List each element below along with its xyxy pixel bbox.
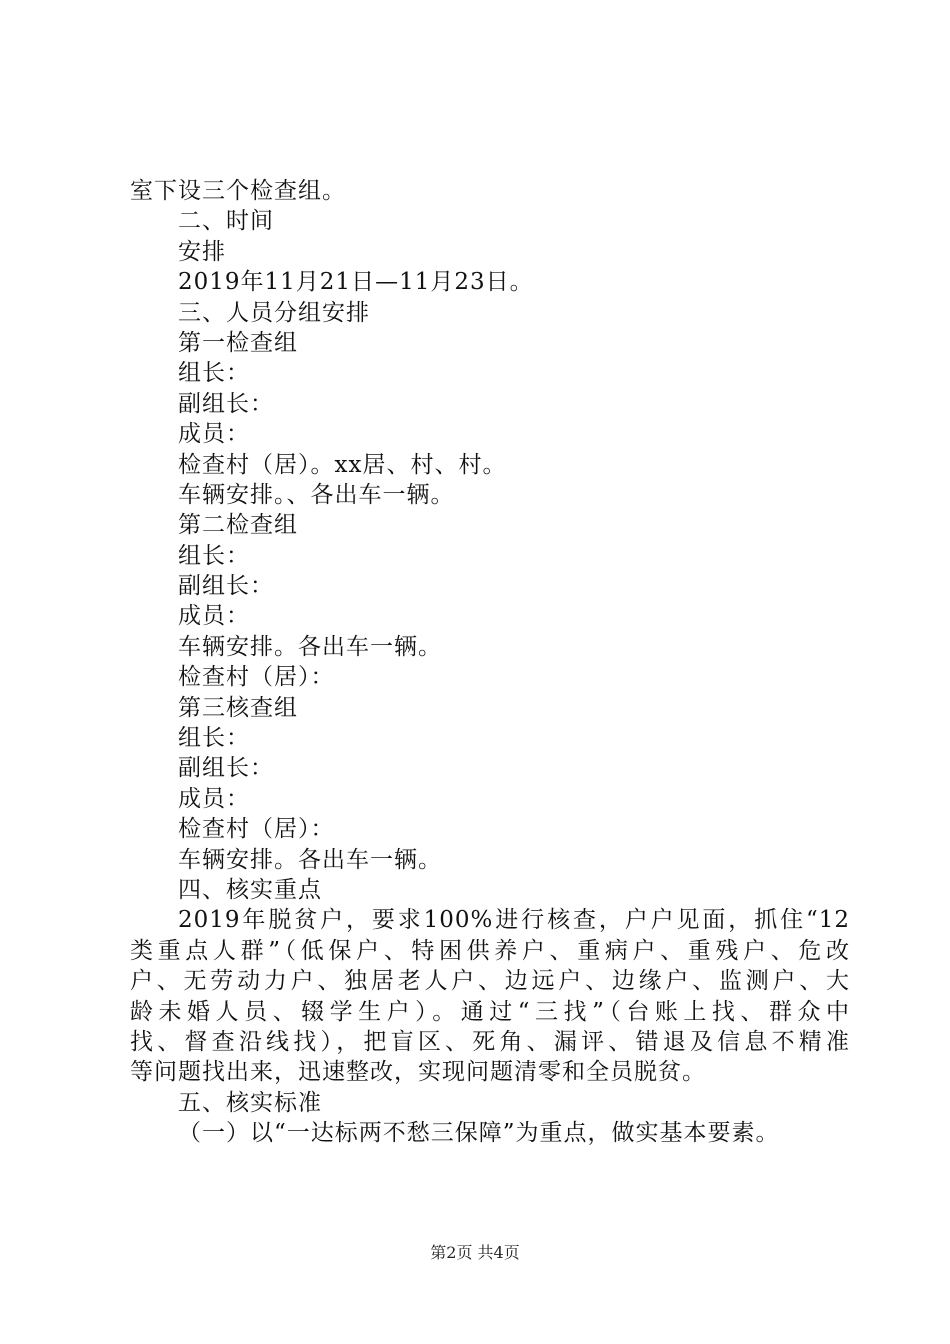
text-line: 检查村（居）： [178, 664, 335, 691]
text-line: 室下设三个检查组。 [130, 178, 346, 204]
text-line: 类重点人群”（低保户、特困供养户、重病户、重残户、危改 [130, 937, 850, 964]
text-line: 三、人员分组安排 [178, 299, 370, 326]
text-line: 成员： [178, 785, 250, 812]
text-line: 龄未婚人员、辍学生户）。通过“三找”（台账上找、群众中 [130, 998, 850, 1025]
text-line: 检查村（居）。xx居、村、村。 [178, 451, 507, 478]
text-line: 车辆安排。、各出车一辆。 [178, 481, 455, 508]
text-line: 户、无劳动力户、独居老人户、边远户、边缘户、监测户、大 [130, 968, 850, 995]
text-line: 二、时间 [178, 208, 274, 235]
text-line: 第三核查组 [178, 694, 298, 721]
text-line: 副组长： [178, 573, 274, 600]
text-line: 车辆安排。各出车一辆。 [178, 846, 442, 873]
text-line: 找、督查沿线找），把盲区、死角、漏评、错退及信息不精准 [130, 1028, 850, 1055]
text-line: （一）以“一达标两不愁三保障”为重点，做实基本要素。 [178, 1120, 780, 1147]
text-line: 车辆安排。各出车一辆。 [178, 633, 442, 660]
text-line: 2019年脱贫户，要求100%进行核查，户户见面，抓住“12 [178, 907, 850, 934]
text-line: 副组长： [178, 755, 274, 782]
text-line: 等问题找出来，迅速整改，实现问题清零和全员脱贫。 [130, 1059, 706, 1086]
text-line: 四、核实重点 [178, 876, 322, 903]
text-line: 五、核实标准 [178, 1089, 322, 1116]
text-line: 成员： [178, 421, 250, 448]
text-line: 组长： [178, 542, 250, 569]
text-line: 2019年11月21日—11月23日。 [178, 269, 534, 296]
text-line: 安排 [178, 238, 226, 265]
text-line: 组长： [178, 725, 250, 752]
text-line: 副组长： [178, 390, 274, 417]
page-footer: 第2页 共4页 [430, 1243, 520, 1262]
text-line: 第二检查组 [178, 512, 298, 539]
document-body [130, 176, 850, 1149]
text-line: 检查村（居）： [178, 816, 335, 843]
text-line: 第一检查组 [178, 329, 298, 356]
text-line: 成员： [178, 603, 250, 630]
text-line: 组长： [178, 360, 250, 387]
